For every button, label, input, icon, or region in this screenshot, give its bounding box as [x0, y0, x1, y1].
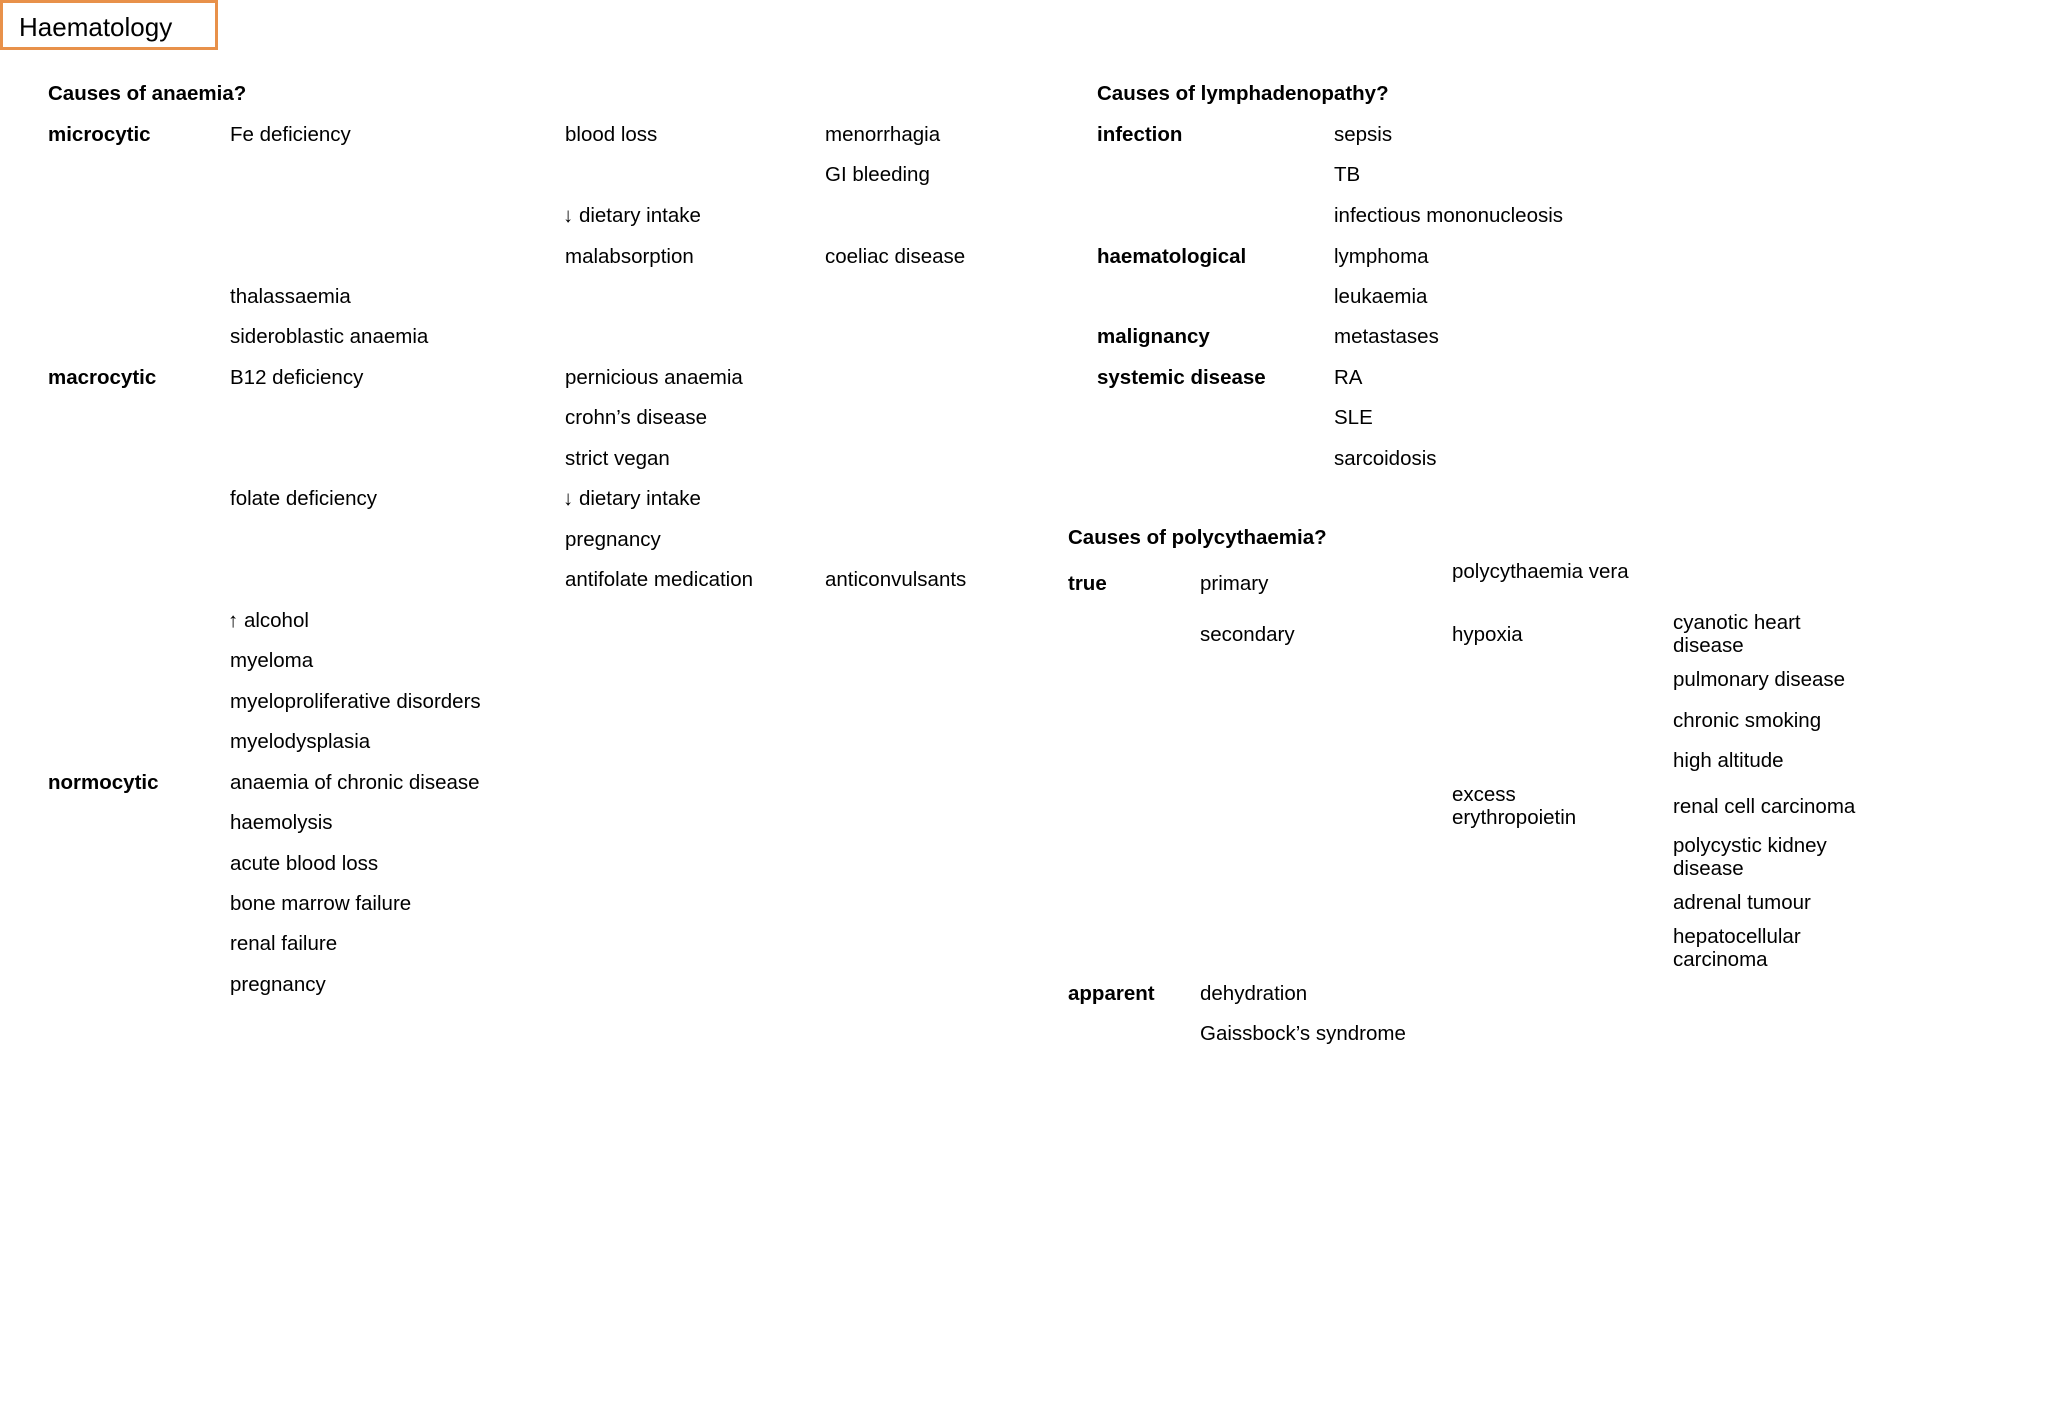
macrocytic-label: macrocytic: [48, 366, 157, 389]
polycystic-kidney-disease: polycystic kidney disease: [1673, 834, 1827, 880]
haematological-label: haematological: [1097, 245, 1247, 268]
renal-failure: renal failure: [230, 932, 338, 955]
gaissbocks-syndrome: Gaissbock’s syndrome: [1200, 1022, 1406, 1045]
bone-marrow-failure: bone marrow failure: [230, 892, 412, 915]
sarcoidosis: sarcoidosis: [1334, 447, 1437, 470]
infectious-mononucleosis: infectious mononucleosis: [1334, 204, 1564, 227]
anaemia-chronic-disease: anaemia of chronic disease: [230, 771, 480, 794]
lymphadenopathy-heading: Causes of lymphadenopathy?: [1097, 82, 1389, 105]
strict-vegan: strict vegan: [565, 447, 670, 470]
systemic-disease-label: systemic disease: [1097, 366, 1266, 389]
malabsorption: malabsorption: [565, 245, 694, 268]
folate-deficiency: folate deficiency: [230, 487, 378, 510]
primary: primary: [1200, 572, 1269, 595]
dietary-intake-macro: ↓ dietary intake: [563, 487, 701, 510]
high-altitude: high altitude: [1673, 749, 1784, 772]
coeliac-disease: coeliac disease: [825, 245, 966, 268]
malignancy-label: malignancy: [1097, 325, 1210, 348]
infection-label: infection: [1097, 123, 1183, 146]
haemolysis: haemolysis: [230, 811, 333, 834]
crohns-disease: crohn’s disease: [565, 406, 708, 429]
pulmonary-disease: pulmonary disease: [1673, 668, 1846, 691]
menorrhagia: menorrhagia: [825, 123, 941, 146]
leukaemia: leukaemia: [1334, 285, 1428, 308]
sideroblastic-anaemia: sideroblastic anaemia: [230, 325, 429, 348]
hypoxia: hypoxia: [1452, 623, 1523, 646]
myeloma: myeloma: [230, 649, 314, 672]
dietary-intake-micro: ↓ dietary intake: [563, 204, 701, 227]
myeloproliferative-disorders: myeloproliferative disorders: [230, 690, 481, 713]
apparent-label: apparent: [1068, 982, 1155, 1005]
tab-haematology[interactable]: Haematology: [0, 0, 218, 50]
sle: SLE: [1334, 406, 1373, 429]
secondary: secondary: [1200, 623, 1295, 646]
anaemia-heading: Causes of anaemia?: [48, 82, 247, 105]
ra: RA: [1334, 366, 1363, 389]
metastases: metastases: [1334, 325, 1439, 348]
pregnancy-folate: pregnancy: [565, 528, 661, 551]
thalassaemia: thalassaemia: [230, 285, 351, 308]
blood-loss: blood loss: [565, 123, 658, 146]
adrenal-tumour: adrenal tumour: [1673, 891, 1811, 914]
acute-blood-loss: acute blood loss: [230, 852, 379, 875]
hepatocellular-carcinoma: hepatocellular carcinoma: [1673, 925, 1801, 971]
dehydration: dehydration: [1200, 982, 1308, 1005]
tb: TB: [1334, 163, 1361, 186]
true-label: true: [1068, 572, 1107, 595]
cyanotic-heart-disease: cyanotic heart disease: [1673, 611, 1801, 657]
normocytic-label: normocytic: [48, 771, 159, 794]
alcohol: ↑ alcohol: [228, 609, 309, 632]
sepsis: sepsis: [1334, 123, 1393, 146]
anticonvulsants: anticonvulsants: [825, 568, 967, 591]
myelodysplasia: myelodysplasia: [230, 730, 371, 753]
b12-deficiency: B12 deficiency: [230, 366, 364, 389]
antifolate-medication: antifolate medication: [565, 568, 754, 591]
microcytic-label: microcytic: [48, 123, 151, 146]
renal-cell-carcinoma: renal cell carcinoma: [1673, 795, 1856, 818]
polycythaemia-heading: Causes of polycythaemia?: [1068, 526, 1327, 549]
lymphoma: lymphoma: [1334, 245, 1429, 268]
fe-deficiency: Fe deficiency: [230, 123, 351, 146]
gi-bleeding: GI bleeding: [825, 163, 930, 186]
polycythaemia-vera: polycythaemia vera: [1452, 560, 1629, 583]
chronic-smoking: chronic smoking: [1673, 709, 1822, 732]
excess-erythropoietin: excess erythropoietin: [1452, 783, 1577, 829]
pregnancy-normocytic: pregnancy: [230, 973, 326, 996]
pernicious-anaemia: pernicious anaemia: [565, 366, 743, 389]
